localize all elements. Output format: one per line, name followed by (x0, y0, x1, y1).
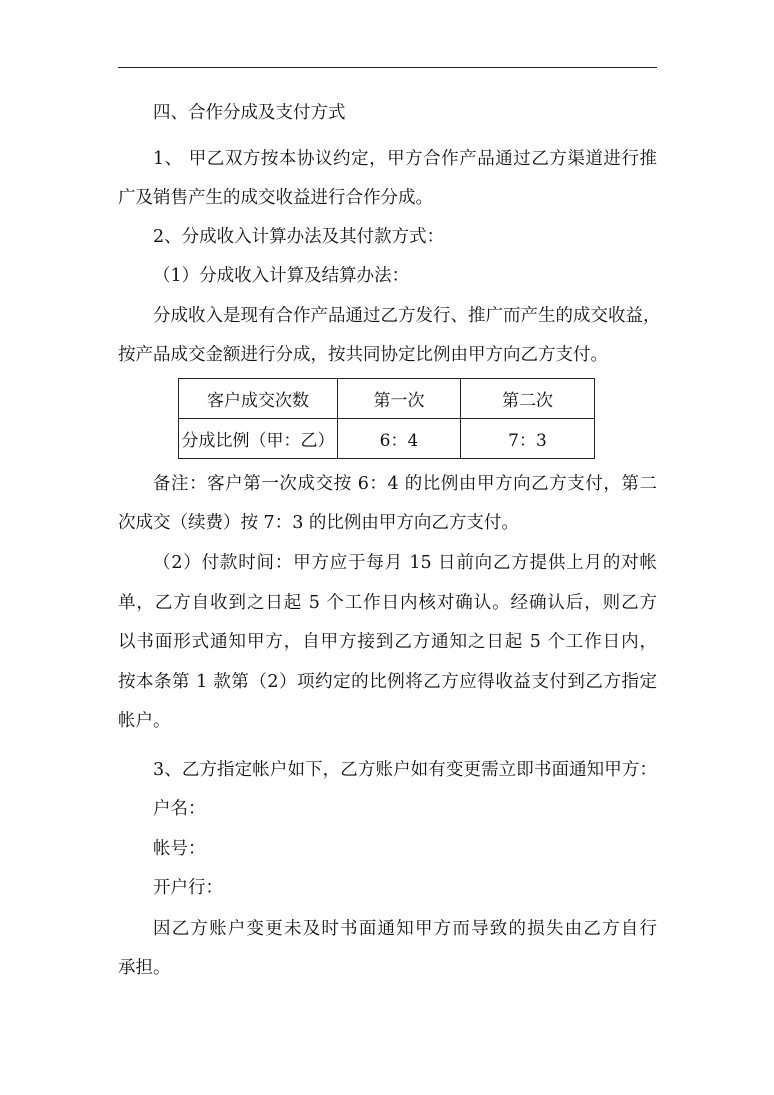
item1-line1: 1、 甲乙双方按本协议约定，甲方合作产品通过乙方渠道进行推 (153, 149, 657, 169)
sub2-line4: 按本条第 1 款第（2）项约定的比例将乙方应得收益支付到乙方指定 (118, 672, 657, 692)
table-cell: 7：3 (461, 419, 595, 459)
sub2-line1: （2）付款时间：甲方应于每月 15 日前向乙方提供上月的对帐 (153, 553, 657, 573)
sub2-line3: 以书面形式通知甲方，自甲方接到乙方通知之日起 5 个工作日内， (118, 632, 657, 652)
item3-heading: 3、乙方指定帐户如下，乙方账户如有变更需立即书面通知甲方： (153, 760, 657, 780)
account-number-label: 帐号： (153, 839, 206, 859)
table-header-cell: 第二次 (461, 379, 595, 419)
sub2-line5: 帐户。 (118, 711, 171, 731)
table-cell: 分成比例（甲：乙） (179, 419, 338, 459)
table-header-cell: 第一次 (338, 379, 461, 419)
item1-line2: 广及销售产生的成交收益进行合作分成。 (118, 188, 433, 208)
account-bank-label: 开户行： (153, 878, 223, 898)
table-header-row (179, 379, 595, 419)
closing-line1: 因乙方账户变更未及时书面通知甲方而导致的损失由乙方自行 (153, 919, 657, 939)
note-line1: 备注：客户第一次成交按 6：4 的比例由甲方向乙方支付，第二 (153, 474, 657, 494)
closing-line2: 承担。 (118, 958, 171, 978)
header-rule (118, 67, 657, 68)
sub1-text-line1: 分成收入是现有合作产品通过乙方发行、推广而产生的成交收益， (153, 306, 661, 326)
table-header-cell: 客户成交次数 (179, 379, 338, 419)
sub2-line2: 单，乙方自收到之日起 5 个工作日内核对确认。经确认后，则乙方 (118, 593, 657, 613)
item2-heading: 2、分成收入计算办法及其付款方式： (153, 227, 445, 247)
table-row (179, 419, 595, 459)
table-cell: 6：4 (338, 419, 461, 459)
share-ratio-table (178, 378, 595, 459)
note-line2: 次成交（续费）按 7：3 的比例由甲方向乙方支付。 (118, 513, 519, 533)
section-title: 四、合作分成及支付方式 (153, 103, 346, 123)
sub1-text-line2: 按产品成交金额进行分成，按共同协定比例由甲方向乙方支付。 (118, 345, 608, 365)
sub1-heading: （1）分成收入计算及结算办法： (153, 266, 410, 286)
account-name-label: 户名： (153, 799, 206, 819)
